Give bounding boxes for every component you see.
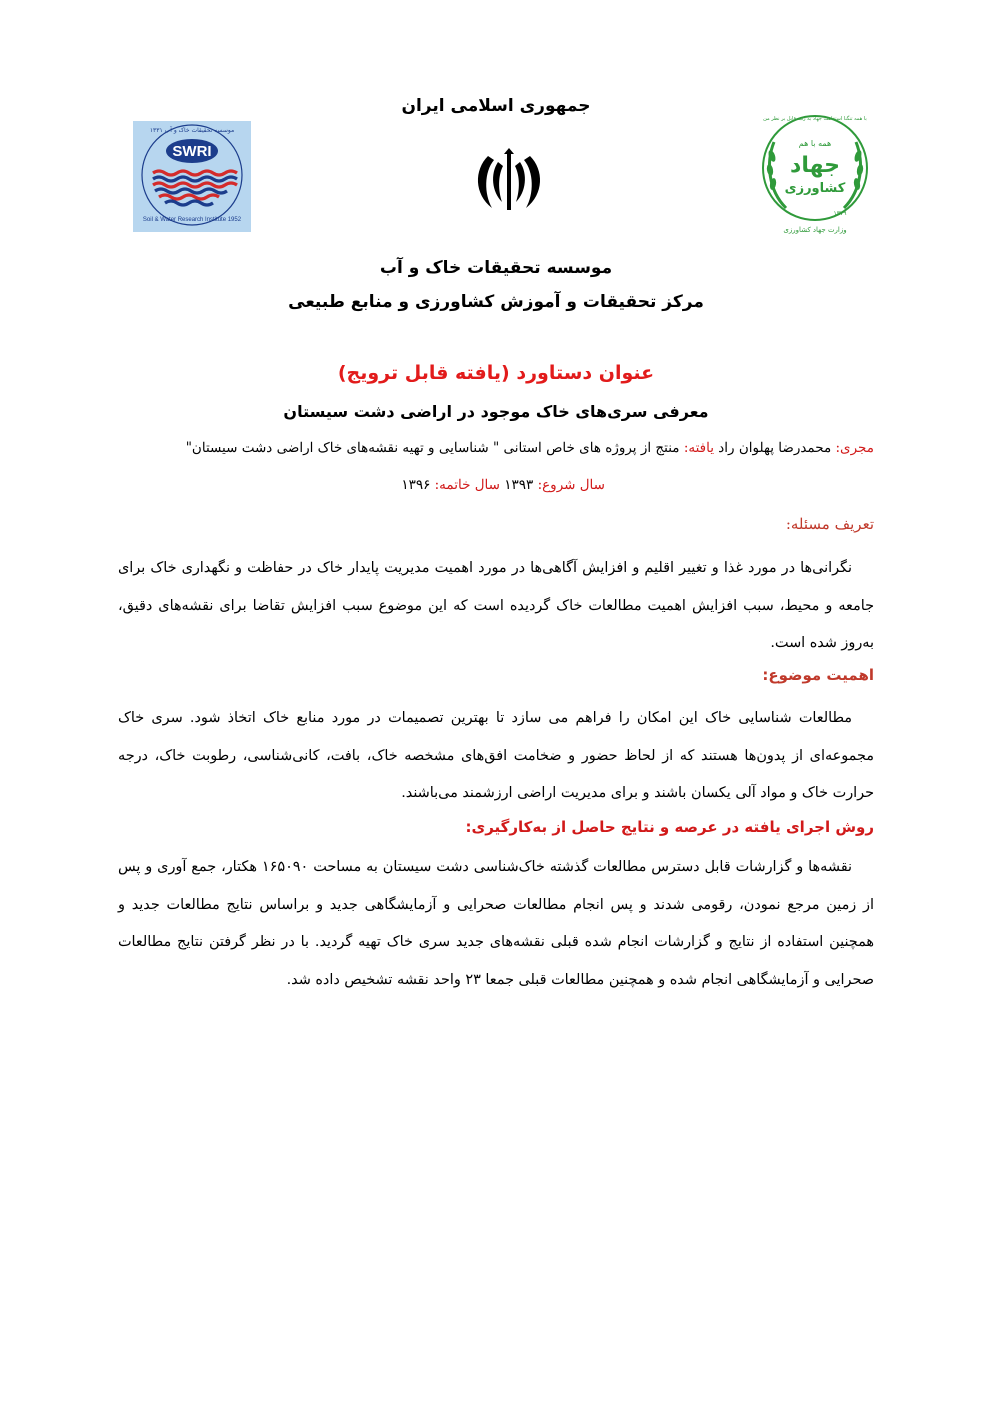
iran-emblem-icon bbox=[470, 148, 548, 214]
end-year: ۱۳۹۶ bbox=[401, 477, 431, 493]
executor-label: مجری: bbox=[835, 440, 874, 456]
swri-logo-abbrev: SWRI bbox=[172, 143, 212, 160]
jahad-logo-top-text: همه با هم bbox=[798, 139, 832, 148]
country-name: جمهوری اسلامی ایران bbox=[401, 96, 591, 116]
jahad-logo-year: ۱۳۷۹ bbox=[833, 210, 847, 217]
end-year-label: سال خاتمه: bbox=[434, 477, 500, 493]
importance-heading: اهمیت موضوع: bbox=[762, 666, 874, 684]
finding-text: منتج از پروژه های خاص استانی " شناسایی و تهیه نقشه‌های خاک اراضی دشت سیستان" bbox=[185, 440, 680, 456]
method-heading: روش اجرای یافته در عرصه و نتایج حاصل از به‌کارگیری: bbox=[465, 818, 874, 836]
center-name: مرکز تحقیقات و آموزش کشاورزی و منابع طبیعی bbox=[288, 292, 704, 312]
jahad-logo-arc-text: با همه تنگنا استقامت جهاد به رتبه قابل بر نظر من bbox=[763, 116, 867, 122]
finding-label: یافته: bbox=[683, 440, 714, 456]
start-year-label: سال شروع: bbox=[537, 477, 605, 493]
swri-logo-english: Soil & Water Research Institute 1952 bbox=[142, 217, 242, 223]
years-line bbox=[401, 477, 605, 493]
jahad-logo-subword: کشاورزی bbox=[784, 181, 846, 196]
importance-paragraph: مطالعات شناسایی خاک این امکان را فراهم می سازد تا بهترین تصمیمات در مورد منابع خاک اتخاذ شود. سری خاک مجموعه‌ای از پدون‌ها هستند که از لحاظ حضور و ضخامت افق‌های مشخصه خاک، بافت، کانی‌شناسی، رطوبت خاک، درجه حرارت خاک و مواد آلی یکسان باشند و برای مدیریت اراضی ارزشمند می‌باشند. bbox=[118, 710, 874, 801]
definition-paragraph: نگرانی‌ها در مورد غذا و تغییر اقلیم و افزایش آگاهی‌ها در مورد اهمیت مدیریت پایدار خاک در حفاظت و نگهداری خاک برای جامعه و محیط، سبب افزایش اهمیت مطالعات خاک گردیده است که این موضوع سبب افزایش تقاضا برای نقشه‌های دقیق، به‌روز شده است. bbox=[118, 560, 874, 651]
jahad-keshavarzi-logo bbox=[756, 112, 874, 236]
swri-logo-graphic bbox=[133, 121, 251, 232]
jahad-logo-word: جهاد bbox=[790, 153, 840, 178]
executor-name: محمدرضا پهلوان راد bbox=[718, 440, 832, 456]
method-paragraph: نقشه‌ها و گزارشات قابل دسترس مطالعات گذشته خاک‌شناسی دشت سیستان به مساحت ۱۶۵۰۹۰ هکتار، جمع آوری و پس از زمین مرجع نمودن، رقومی شدند و پس انجام مطالعات صحرایی و آزمایشگاهی جدید و براساس نتایج مطالعات جدید و همچنین استفاده از نتایج و گزارشات انجام شده قبلی نقشه‌های جدید سری خاک تهیه گردید. با در نظر گرفتن نتایج مطالعات صحرایی و آزمایشگاهی انجام شده و همچنین مطالعات قبلی جمعا ۲۳ واحد نقشه تشخیص داده شد. bbox=[118, 859, 874, 988]
swri-logo-persian: موسسه تحقیقات خاک و آب ۱۳۳۱ bbox=[149, 127, 235, 134]
institute-name: موسسه تحقیقات خاک و آب bbox=[379, 258, 613, 278]
achievement-subject: معرفی سری‌های خاک موجود در اراضی دشت سیستان bbox=[283, 402, 709, 421]
jahad-logo-bottom-text: وزارت جهاد کشاورزی bbox=[783, 226, 847, 234]
achievement-title: عنوان دستاورد (یافته قابل ترویج) bbox=[337, 362, 655, 384]
executor-line bbox=[120, 440, 874, 456]
start-year: ۱۳۹۳ bbox=[504, 477, 534, 493]
definition-heading: تعریف مسئله: bbox=[785, 515, 874, 533]
swri-logo bbox=[133, 121, 251, 232]
